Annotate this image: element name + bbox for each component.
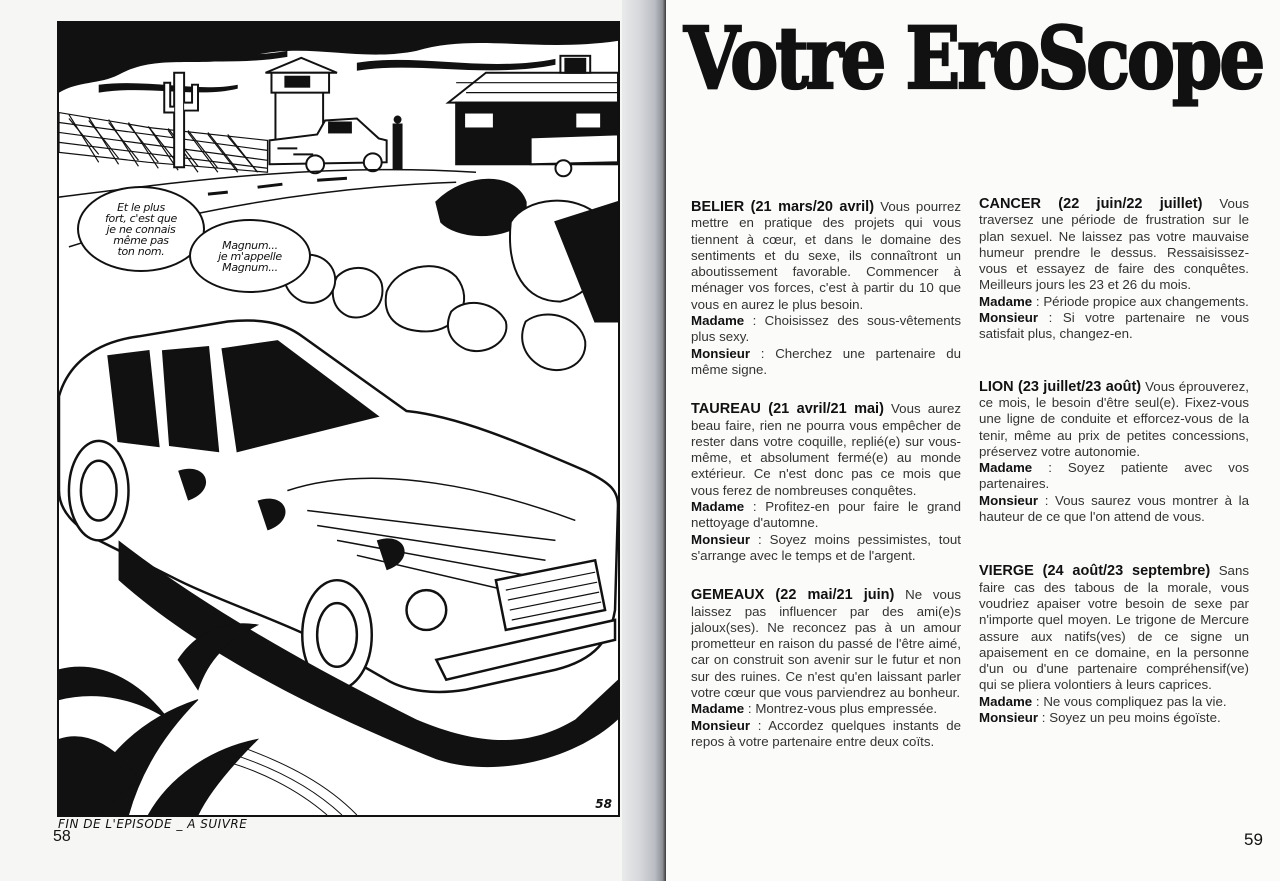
madame-advice: Soyez patiente avec vos partenaires. <box>979 460 1249 492</box>
madame-advice: Montrez-vous plus empressée. <box>755 701 938 717</box>
right-page <box>666 0 1280 881</box>
sign-text: Ne vous laissez pas influencer par des ami(e)s jaloux(ses). Ne reconcez pas à un amour prometteur en raison du passé de l'être aimé, car on construit son avenir sur le futur et non sur des ruines. Ce n'est qu'en laissant parler votre cœur que vous parviendrez au bonheur. <box>691 587 961 701</box>
speech-bubble <box>77 186 205 272</box>
left-page <box>0 0 622 881</box>
monsieur-label: Monsieur <box>979 492 1039 508</box>
bubble-line: Magnum... <box>222 260 278 274</box>
monsieur-label: Monsieur <box>691 345 751 361</box>
madame-label: Madame <box>691 499 745 515</box>
bubble-line: Magnum... <box>222 238 278 252</box>
monsieur-advice: Accordez quelques instants de repos à votre partenaire entre deux coïts. <box>691 717 961 749</box>
page-number: 59 <box>1244 830 1263 849</box>
pickup-truck <box>269 119 386 174</box>
panel-number: 58 <box>595 797 612 811</box>
horoscope-entry: VIERGE (24 août/23 septembre) Sans faire cas des tabous de la morale, vous voudriez apaiser votre besoin de sexe par n'importe quel moyen. Le trigone de Mercure assure aux natifs(ves) de ce signe un apaisement en ce domaine, en la personne d'un ou d'une partenaire compréhensif(ve) qui se pliera volontiers à leurs caprices. Madame : Ne vous compliquez pas la vie. Monsieur : Soyez un peu moins égoïste. <box>979 563 1249 726</box>
horoscope-entry: TAUREAU (21 avril/21 mai) Vous aurez beau faire, rien ne pourra vous empêcher de rester dans votre coquille, replié(e) sur vous-même, et absolument fermé(e) au monde extérieur. Ce n'est donc pas ce mois que vous ferez de nombreuses conquêtes. Madame : Profitez-en pour faire le grand nettoyage d'automne. Monsieur : Soyez moins pessimistes, tout s'arrange avec le temps et de l'argent. <box>691 401 961 563</box>
monsieur-advice: Soyez moins pessimistes, tout s'arrange avec le temps et de l'argent. <box>691 531 961 563</box>
monsieur-label: Monsieur <box>979 710 1039 726</box>
comic-panel <box>57 21 620 817</box>
monsieur-advice: Vous saurez vous montrer à la hauteur de ce que l'on attend de vous. <box>979 492 1249 525</box>
sign-text: Vous traversez une période de frustration sur le plan sexuel. Ne laissez pas votre mauvaise humeur prendre le dessus. Ressaisissez-vous et essayez de faire des conquêtes. Meilleurs jours les 23 et 26 du mois. <box>979 196 1249 293</box>
monsieur-advice: Cherchez une partenaire du même signe. <box>691 345 962 377</box>
horoscope-entry: CANCER (22 juin/22 juillet) Vous traversez une période de frustration sur le plan sexuel. Ne laissez pas votre mauvaise humeur prendre le dessus. Ressaisissez-vous et essayez de faire des conquêtes. Meilleurs jours les 23 et 26 du mois. Madame : Période propice aux changements. Monsieur : Si votre partenaire ne vous satisfait plus, changez-en. <box>979 196 1249 342</box>
horoscope-column-left <box>691 199 961 773</box>
bubble-line: fort, c'est que <box>104 211 178 225</box>
sign-text: Vous éprouverez, ce mois, le besoin d'être seul(e). Fixez-vous une ligne de conduite et efforcez-vous de la tenir, même au prix de petites concessions, préservez votre autonomie. <box>979 378 1249 459</box>
bubble-line: même pas <box>113 233 169 247</box>
monsieur-label: Monsieur <box>691 717 751 733</box>
sign-heading: CANCER (22 juin/22 juillet) <box>979 196 1203 212</box>
speech-bubble <box>189 219 311 293</box>
horoscope-entry: LION (23 juillet/23 août) Vous éprouverez, ce mois, le besoin d'être seul(e). Fixez-vous une ligne de conduite et efforcez-vous de la tenir, même au prix de petites concessions, préservez votre autonomie. Madame : Soyez patiente avec vos partenaires. Monsieur : Vous saurez vous montrer à la hauteur de ce que l'on attend de vous. <box>979 378 1249 525</box>
sign-heading: TAUREAU (21 avril/21 mai) <box>691 401 884 418</box>
madame-label: Madame <box>691 313 745 329</box>
madame-advice: Profitez-en pour faire le grand nettoyage d'automne. <box>691 499 961 531</box>
monsieur-label: Monsieur <box>691 531 751 547</box>
bubble-line: Et le plus <box>117 200 165 214</box>
sign-text: Sans faire cas des tabous de la morale, vous voudriez apaiser votre besoin de sexe par n'importe quel moyen. Le trigone de Mercure assure aux natifs(ves) de ce signe un apaisement en ce domaine, en la personne d'un ou d'une partenaire compréhensif(ve) qui se pliera volontiers à leurs caprices. <box>979 563 1249 693</box>
madame-advice: Période propice aux changements. <box>1043 293 1249 309</box>
bubble-line: je ne connais <box>106 222 176 236</box>
page-number: 58 <box>53 828 71 845</box>
sign-heading: VIERGE (24 août/23 septembre) <box>979 563 1211 580</box>
monsieur-advice: Soyez un peu moins égoïste. <box>1049 710 1221 726</box>
madame-advice: Ne vous compliquez pas la vie. <box>1043 693 1227 709</box>
madame-label: Madame <box>691 701 745 717</box>
madame-advice: Choisissez des sous-vêtements plus sexy. <box>691 313 961 345</box>
fence <box>59 113 268 173</box>
horoscope-column-right <box>979 196 1249 749</box>
sign-heading: LION (23 juillet/23 août) <box>979 378 1142 395</box>
madame-label: Madame <box>979 293 1033 309</box>
house <box>448 56 618 176</box>
comic-illustration <box>59 23 618 815</box>
horoscope-entry: GEMEAUX (22 mai/21 juin) Ne vous laissez pas influencer par des ami(e)s jaloux(ses). Ne reconcez pas à un amour prometteur en raison du passé de l'être aimé, car on construit son avenir sur le futur et non sur des ruines. Ce n'est qu'en laissant parler votre cœur que vous parviendrez au bonheur. Madame : Montrez-vous plus empressée. Monsieur : Accordez quelques instants de repos à votre partenaire entre deux coïts. <box>691 587 961 749</box>
rocks <box>284 180 618 370</box>
book-gutter <box>622 0 666 881</box>
page-title: Votre EroScope <box>684 8 1263 109</box>
standing-figure <box>393 116 403 170</box>
car <box>59 320 618 691</box>
monsieur-label: Monsieur <box>979 310 1039 326</box>
madame-label: Madame <box>979 460 1033 476</box>
madame-label: Madame <box>979 693 1033 709</box>
sign-heading: GEMEAUX (22 mai/21 juin) <box>691 587 895 604</box>
sign-heading: BELIER (21 mars/20 avril) <box>691 199 875 215</box>
horoscope-entry: BELIER (21 mars/20 avril) Vous pourrez mettre en pratique des projets qui vous tiennent à cœur, et dans le domaine des sentiments et du sexe, ils connaîtront un aboutissement favorable. Commencer à ménager vos forces, c'est à partir du 10 que vous en aurez le plus besoin. Madame : Choisissez des sous-vêtements plus sexy. Monsieur : Cherchez une partenaire du même signe. <box>691 199 962 377</box>
sign-text: Vous pourrez mettre en pratique des projets qui vous tiennent à cœur, et dans le domaine des sentiments et du sexe, ils connaîtront un aboutissement favorable. Commencer à ménager vos forces, c'est à partir du 10 que vous en aurez le plus besoin. <box>691 199 962 312</box>
episode-caption: FIN DE L'EPISODE _ A SUIVRE <box>58 817 248 831</box>
bubble-line: ton nom. <box>117 244 165 258</box>
bubble-line: je m'appelle <box>218 249 282 263</box>
monsieur-advice: Si votre partenaire ne vous satisfait plus, changez-en. <box>979 310 1249 342</box>
sign-text: Vous aurez beau faire, rien ne pourra vous empêcher de rester dans votre coquille, replié(e) sur vous-même, et absolument fermé(e) au monde extérieur. Ce n'est donc pas ce mois que vous ferez de nombreuses conquêtes. <box>691 401 961 498</box>
